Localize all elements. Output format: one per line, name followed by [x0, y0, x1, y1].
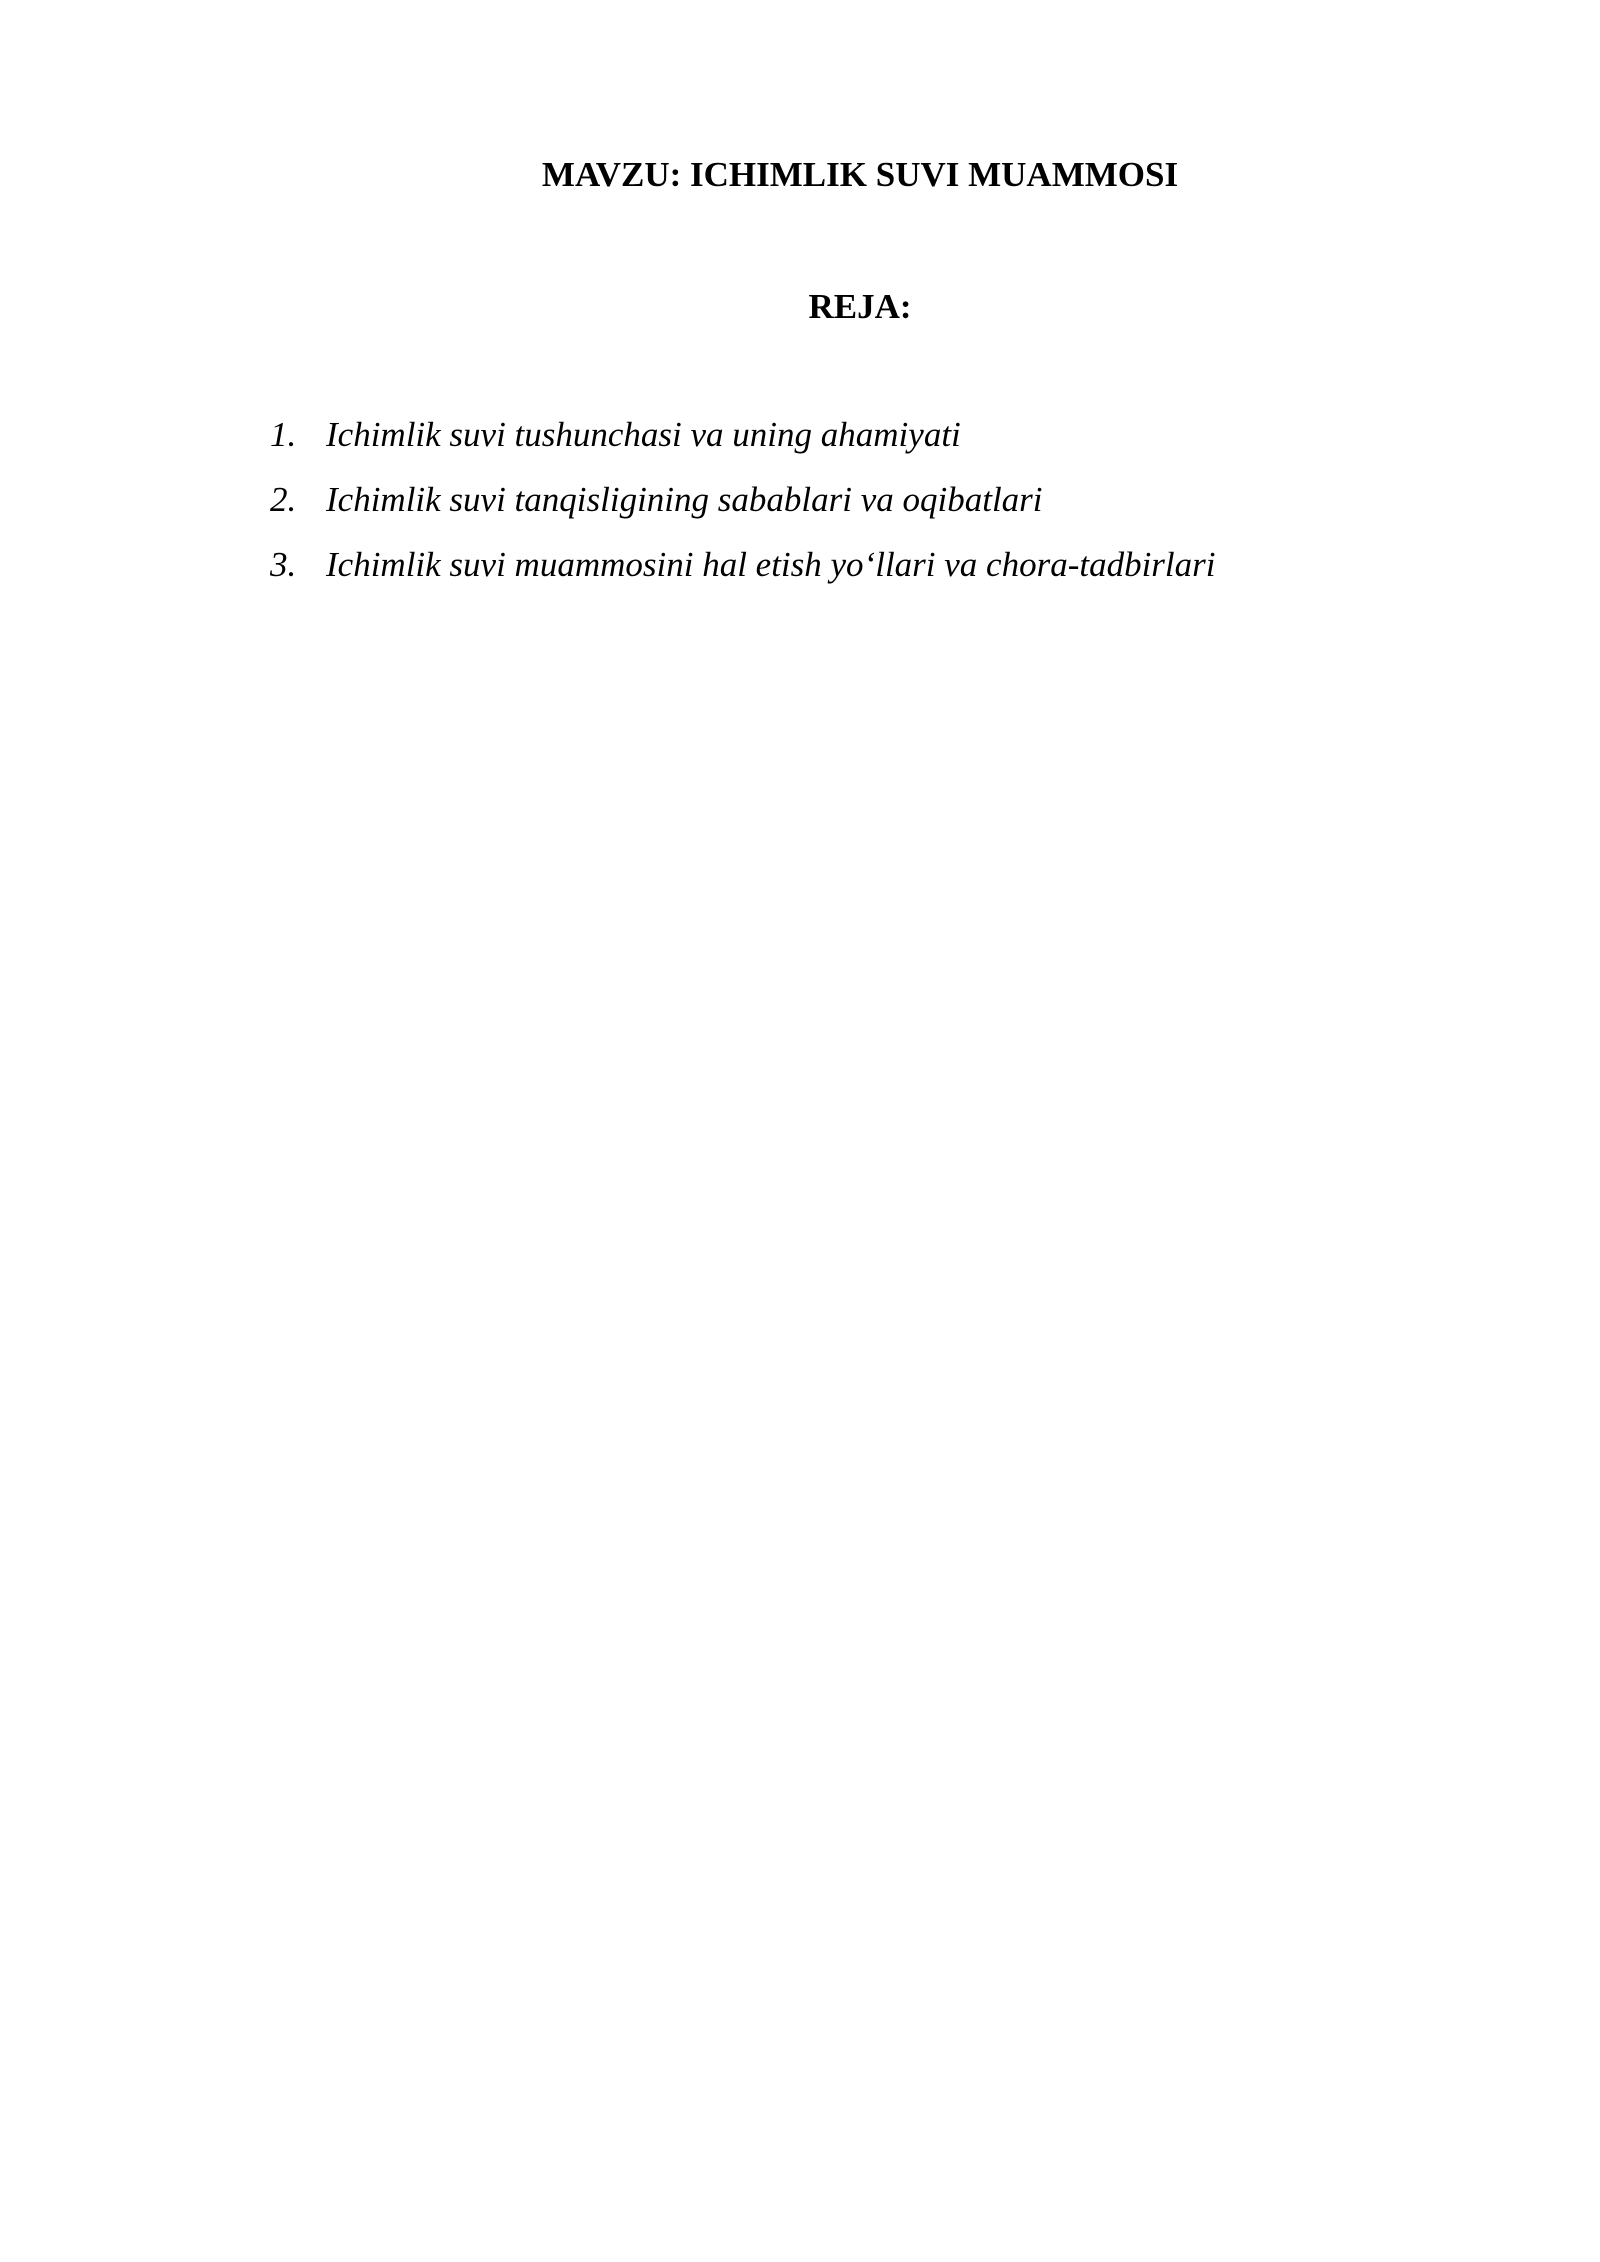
plan-item-3	[270, 540, 1216, 605]
document-title: MAVZU: ICHIMLIK SUVI MUAMMOSI	[541, 155, 1179, 194]
plan-item-number: 3.	[270, 545, 297, 584]
plan-heading: REJA:	[808, 287, 912, 326]
plan-item-text: Ichimlik suvi tushunchasi va uning ahamiyati	[326, 415, 961, 454]
plan-item-1	[270, 410, 1216, 475]
plan-item-text: Ichimlik suvi tanqisligining sabablari va oqibatlari	[326, 480, 1043, 519]
plan-item-text: Ichimlik suvi muammosini hal etish yo‘llari va chora-tadbirlari	[326, 545, 1216, 584]
plan-item-number: 1.	[270, 415, 297, 454]
plan-list	[270, 410, 1216, 605]
plan-item-number: 2.	[270, 480, 297, 519]
plan-item-2	[270, 475, 1216, 540]
